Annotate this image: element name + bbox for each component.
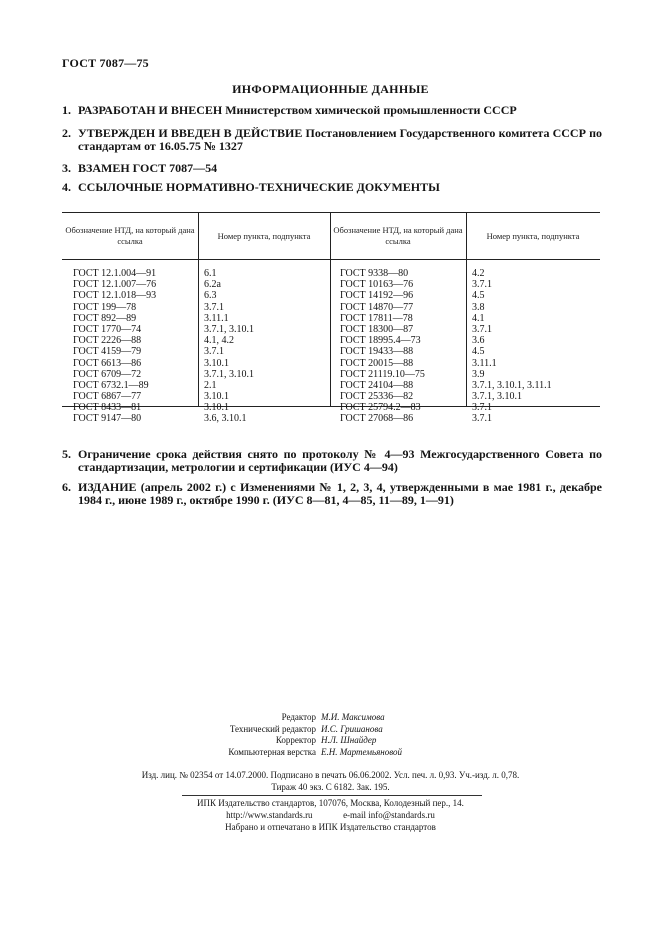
printed-by: Набрано и отпечатано в ИПК Издательство стандартов	[225, 822, 436, 832]
email-link[interactable]: e-mail info@standards.ru	[343, 810, 435, 820]
item-number: 5.	[62, 447, 71, 461]
item-1	[62, 104, 602, 117]
column-divider	[466, 260, 467, 406]
table-cell-document: ГОСТ 20015—88	[340, 357, 414, 369]
credit-row	[0, 712, 661, 724]
table-cell-point: 3.11.1	[472, 357, 497, 369]
table-cell-point: 4.1	[472, 312, 485, 324]
publisher-contacts	[0, 810, 661, 820]
imprint-license-line: Изд. лиц. № 02354 от 14.07.2000. Подписано в печать 06.06.2002. Усл. печ. л. 0,93. Уч.-изд. л. 0,78.	[141, 770, 520, 780]
table-cell-document: ГОСТ 892—89	[73, 312, 137, 324]
document-code: ГОСТ 7087—75	[62, 56, 149, 70]
table-cell-point: 4.5	[472, 290, 485, 302]
item-2	[62, 127, 602, 153]
item-text: ВЗАМЕН ГОСТ 7087—54	[78, 161, 218, 175]
column-right-points	[472, 268, 552, 425]
table-cell-point: 3.7.1	[204, 301, 224, 313]
table-header-cell: Обозначение НТД, на который дана ссылка	[333, 225, 463, 246]
credit-name: М.И. Максимова	[321, 712, 385, 722]
credit-role: Корректор	[275, 735, 316, 745]
column-right-documents	[340, 268, 425, 425]
column-divider	[198, 260, 199, 406]
column-divider	[198, 213, 199, 259]
table-cell-document: ГОСТ 14870—77	[340, 301, 414, 313]
table-cell-point: 2.1	[204, 379, 217, 391]
imprint-print-run-line: Тираж 40 экз. С 6182. Зак. 195.	[271, 782, 390, 792]
credit-name: И.С. Гришанова	[321, 723, 383, 734]
table-cell-document: ГОСТ 6613—86	[73, 357, 142, 369]
table-header-cell: Номер пункта, подпункта	[217, 230, 311, 241]
table-cell-point: 6.3	[204, 290, 217, 302]
item-5	[62, 448, 602, 474]
table-header-cell: Обозначение НТД, на который дана ссылка	[65, 225, 195, 246]
table-cell-point: 6.2а	[204, 279, 221, 291]
table-cell-point: 3.7.1, 3.10.1	[472, 391, 522, 403]
credit-role: Редактор	[281, 712, 316, 722]
table-cell-point: 3.7.1, 3.10.1	[204, 323, 254, 335]
item-3	[62, 162, 602, 175]
table-cell-point: 3.7.1, 3.10.1, 3.11.1	[472, 379, 552, 391]
table-cell-document: ГОСТ 25794.2—83	[340, 402, 421, 414]
table-cell-point: 4.2	[472, 268, 485, 279]
table-cell-point: 3.7.1	[472, 413, 492, 425]
table-header-cell: Номер пункта, подпункта	[486, 230, 580, 241]
divider	[182, 795, 482, 796]
item-number: 4.	[62, 180, 71, 194]
table-cell-point: 3.10.1	[204, 357, 229, 369]
table-cell-document: ГОСТ 17811—78	[340, 312, 413, 324]
reference-documents-table	[62, 212, 600, 425]
column-divider	[466, 213, 467, 259]
table-cell-document: ГОСТ 1770—74	[73, 323, 142, 335]
item-number: 1.	[62, 103, 71, 117]
table-body	[62, 260, 600, 425]
item-number: 2.	[62, 126, 71, 140]
item-4	[62, 181, 602, 194]
column-left-points	[204, 268, 254, 425]
credit-role: Технический редактор	[229, 723, 316, 734]
item-text: ИЗДАНИЕ (апрель 2002 г.) с Изменениями № 1, 2, 3, 4, утвержденными в мае 1981 г., декабре 1984 г., июне 1989 г., октябре 1990 г. (ИУС 8—81, 4—85, 11—89, 1—91)	[78, 480, 602, 507]
table-cell-point: 3.6	[472, 335, 485, 347]
table-header	[62, 213, 600, 260]
table-cell-document: ГОСТ 199—78	[73, 301, 137, 313]
table-cell-point: 4.5	[472, 346, 485, 358]
credit-row	[0, 747, 661, 759]
table-cell-point: 3.11.1	[204, 312, 229, 324]
table-cell-point: 3.8	[472, 301, 485, 313]
credit-role: Компьютерная верстка	[228, 746, 316, 757]
table-cell-document: ГОСТ 6732.1—89	[73, 379, 149, 391]
table-cell-point: 3.10.1	[204, 391, 229, 403]
credit-name: Е.Н. Мартемьяновой	[321, 746, 403, 757]
table-cell-point: 6.1	[204, 268, 217, 279]
credit-name: Н.Л. Шнайдер	[321, 735, 377, 745]
table-cell-document: ГОСТ 12.1.018—93	[73, 290, 157, 302]
item-text: УТВЕРЖДЕН И ВВЕДЕН В ДЕЙСТВИЕ Постановлением Государственного комитета СССР по стандартам от 16.05.75 № 1327	[78, 126, 602, 153]
table-cell-document: ГОСТ 8433—81	[73, 402, 142, 414]
item-number: 6.	[62, 480, 71, 494]
item-text: Ограничение срока действия снято по протоколу № 4—93 Межгосударственного Совета по стандартизации, метрологии и сертификации (ИУС 4—94)	[78, 447, 602, 474]
table-cell-document: ГОСТ 18995.4—73	[340, 335, 421, 347]
table-cell-document: ГОСТ 27068—86	[340, 413, 414, 425]
page-title: ИНФОРМАЦИОННЫЕ ДАННЫЕ	[232, 82, 429, 96]
table-cell-document: ГОСТ 12.1.007—76	[73, 279, 157, 291]
table-cell-document: ГОСТ 10163—76	[340, 279, 414, 291]
table-cell-point: 3.7.1	[472, 402, 492, 414]
credit-row	[0, 735, 661, 747]
item-text: РАЗРАБОТАН И ВНЕСЕН Министерством химической промышленности СССР	[78, 103, 517, 117]
table-cell-document: ГОСТ 2226—88	[73, 335, 142, 347]
table-cell-document: ГОСТ 9338—80	[340, 268, 409, 279]
table-cell-point: 3.7.1	[472, 323, 492, 335]
table-cell-point: 4.1, 4.2	[204, 335, 234, 347]
table-cell-document: ГОСТ 21119.10—75	[340, 368, 425, 380]
column-left-documents	[73, 268, 156, 425]
table-cell-point: 3.10.1	[204, 402, 229, 414]
column-divider	[330, 213, 331, 259]
publisher-address: ИПК Издательство стандартов, 107076, Москва, Колодезный пер., 14.	[197, 798, 464, 808]
item-6	[62, 481, 602, 507]
table-cell-document: ГОСТ 18300—87	[340, 323, 414, 335]
table-cell-point: 3.7.1, 3.10.1	[204, 368, 254, 380]
item-number: 3.	[62, 161, 71, 175]
table-cell-document: ГОСТ 12.1.004—91	[73, 268, 157, 279]
table-cell-point: 3.7.1	[472, 279, 492, 291]
website-link[interactable]: http://www.standards.ru	[226, 810, 313, 820]
table-cell-document: ГОСТ 24104—88	[340, 379, 414, 391]
table-cell-point: 3.7.1	[204, 346, 224, 358]
table-cell-document: ГОСТ 19433—88	[340, 346, 414, 358]
table-cell-document: ГОСТ 14192—96	[340, 290, 414, 302]
table-cell-document: ГОСТ 25336—82	[340, 391, 414, 403]
table-cell-document: ГОСТ 4159—79	[73, 346, 142, 358]
table-cell-document: ГОСТ 6867—77	[73, 391, 142, 403]
table-cell-point: 3.9	[472, 368, 485, 380]
table-cell-document: ГОСТ 9147—80	[73, 413, 142, 425]
editorial-credits	[0, 712, 661, 758]
table-cell-document: ГОСТ 6709—72	[73, 368, 142, 380]
credit-row	[0, 724, 661, 736]
item-text: ССЫЛОЧНЫЕ НОРМАТИВНО-ТЕХНИЧЕСКИЕ ДОКУМЕНТЫ	[78, 180, 440, 194]
table-cell-point: 3.6, 3.10.1	[204, 413, 247, 425]
column-divider	[330, 260, 331, 406]
